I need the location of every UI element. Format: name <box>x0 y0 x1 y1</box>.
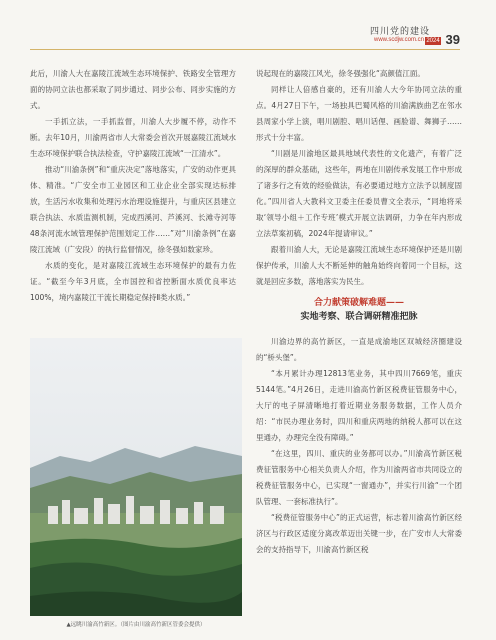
header-divider <box>30 49 460 50</box>
paragraph: “税费征管服务中心”的正式运营，标志着川渝高竹新区经济区与行政区适度分离改革迈出关键一步，在广安市人大常委会的支持指导下，川渝高竹新区税 <box>256 513 462 554</box>
paragraph: 川渝边界的高竹新区，一直是成渝地区双城经济圈建设的“桥头堡”。 <box>256 337 462 362</box>
paragraph: “在这里，四川、重庆的业务都可以办。”川渝高竹新区税费征管服务中心相关负责人介绍，作为川渝两省市共同设立的税费征管服务中心，已实现“一窗通办”，并实行川渝“一个团队管理、一套标准执行”。 <box>256 449 462 506</box>
paragraph: “川剧是川渝地区最具地域代表性的文化遗产，有着广泛的深厚的群众基础，这些年，两地在川剧传承发展工作中形成了诸多行之有效的经验做法，有必要通过地方立法予以制度固化。”四川省人大教科文卫委主任委员曹文全表示，“同地将采取‘领导小组＋工作专班’模式开展立法调研，力争在年内形成立法草案初稿，2024年提请审议。” <box>256 149 462 238</box>
paragraph: 跟着川渝人大，无论是嘉陵江流域生态环境保护还是川剧保护传承，川渝人大不断延伸的触角始终向着同一个目标，这就是回应多数，落地落实为民生。 <box>256 245 462 286</box>
paragraph: “本月累计办理12813笔业务，其中四川7669笔，重庆5144笔。”4月26日，走进川渝高竹新区税费征管服务中心，大厅的电子屏清晰地打着近期业务服务数据，工作人员介绍：“市民办理业务时，四川和重庆两地的纳税人都可以在这里通办，办理完全没有障碍。” <box>256 369 462 442</box>
section-subheading <box>256 296 462 324</box>
aerial-photo-gaozhu-new-area <box>30 338 242 616</box>
issue-badge: 2024 <box>426 38 440 44</box>
right-article-column-bottom <box>256 334 462 558</box>
paragraph: 水质的变化，是对嘉陵江流域生态环境保护的最有力佐证。“截至今年3月底，全市国控和省控断面水质优良率达100%，境内嘉陵江干流长期稳定保持Ⅱ类水质。” <box>30 261 236 302</box>
page-header <box>0 0 496 62</box>
subheading-line-2: 实地考察、联合调研精准把脉 <box>300 312 418 322</box>
right-article-column-top <box>256 66 462 290</box>
paragraph: 说起现在的嘉陵江风光，徐冬强强化“高颜值江面。 <box>256 69 425 78</box>
photo-caption: ▲远眺川渝高竹新区。（图片由川渝高竹新区管委会提供） <box>66 622 206 628</box>
paragraph: 同样让人倍感自豪的，还有川渝人大今年协同立法的重点。4月27日下午，一场独具巴蜀风格的川渝满族曲艺在邻水县周家小学上演，唱川剧腔、唱川话俚、画脸谱、舞狮子……形式十分丰富。 <box>256 85 462 142</box>
left-article-column <box>30 66 236 306</box>
paragraph: 一手抓立法，一手抓监督，川渝人大步履不停，动作不断。去年10月，川渝两省市人大常委会首次开展嘉陵江流域水生态环境保护联合执法检查，守护嘉陵江流域“一江清水”。 <box>30 117 236 158</box>
subheading-line-1: 合力献策破解难题—— <box>313 298 404 308</box>
magazine-title: 四川党的建设 <box>369 27 430 37</box>
paragraph: 推动“川渝条例”和“重庆决定”落地落实，广安的动作更具体、精准。“广安全市工业园区和工业企业全部实现达标排放，生活污水收集和处理污水治理设施提升，与重庆区县建立联合执法、水质监测机制，完成西溪河、芦溪河、长滩寺河等48条河流水域管理保护范围划定工作……”对“川渝条例”在嘉陵江流域（广安段）的执行监督情况，徐冬强如数家珍。 <box>30 165 236 254</box>
page-number: 39 <box>445 32 460 47</box>
city-landscape-illustration <box>30 338 242 616</box>
magazine-url[interactable]: www.scdjw.com.cn <box>373 37 424 43</box>
paragraph: 此后，川渝人大在嘉陵江流域生态环境保护、铁路安全管理方面的协同立法也都采取了同步通过、同步公布、同步实施的方式。 <box>30 69 236 110</box>
